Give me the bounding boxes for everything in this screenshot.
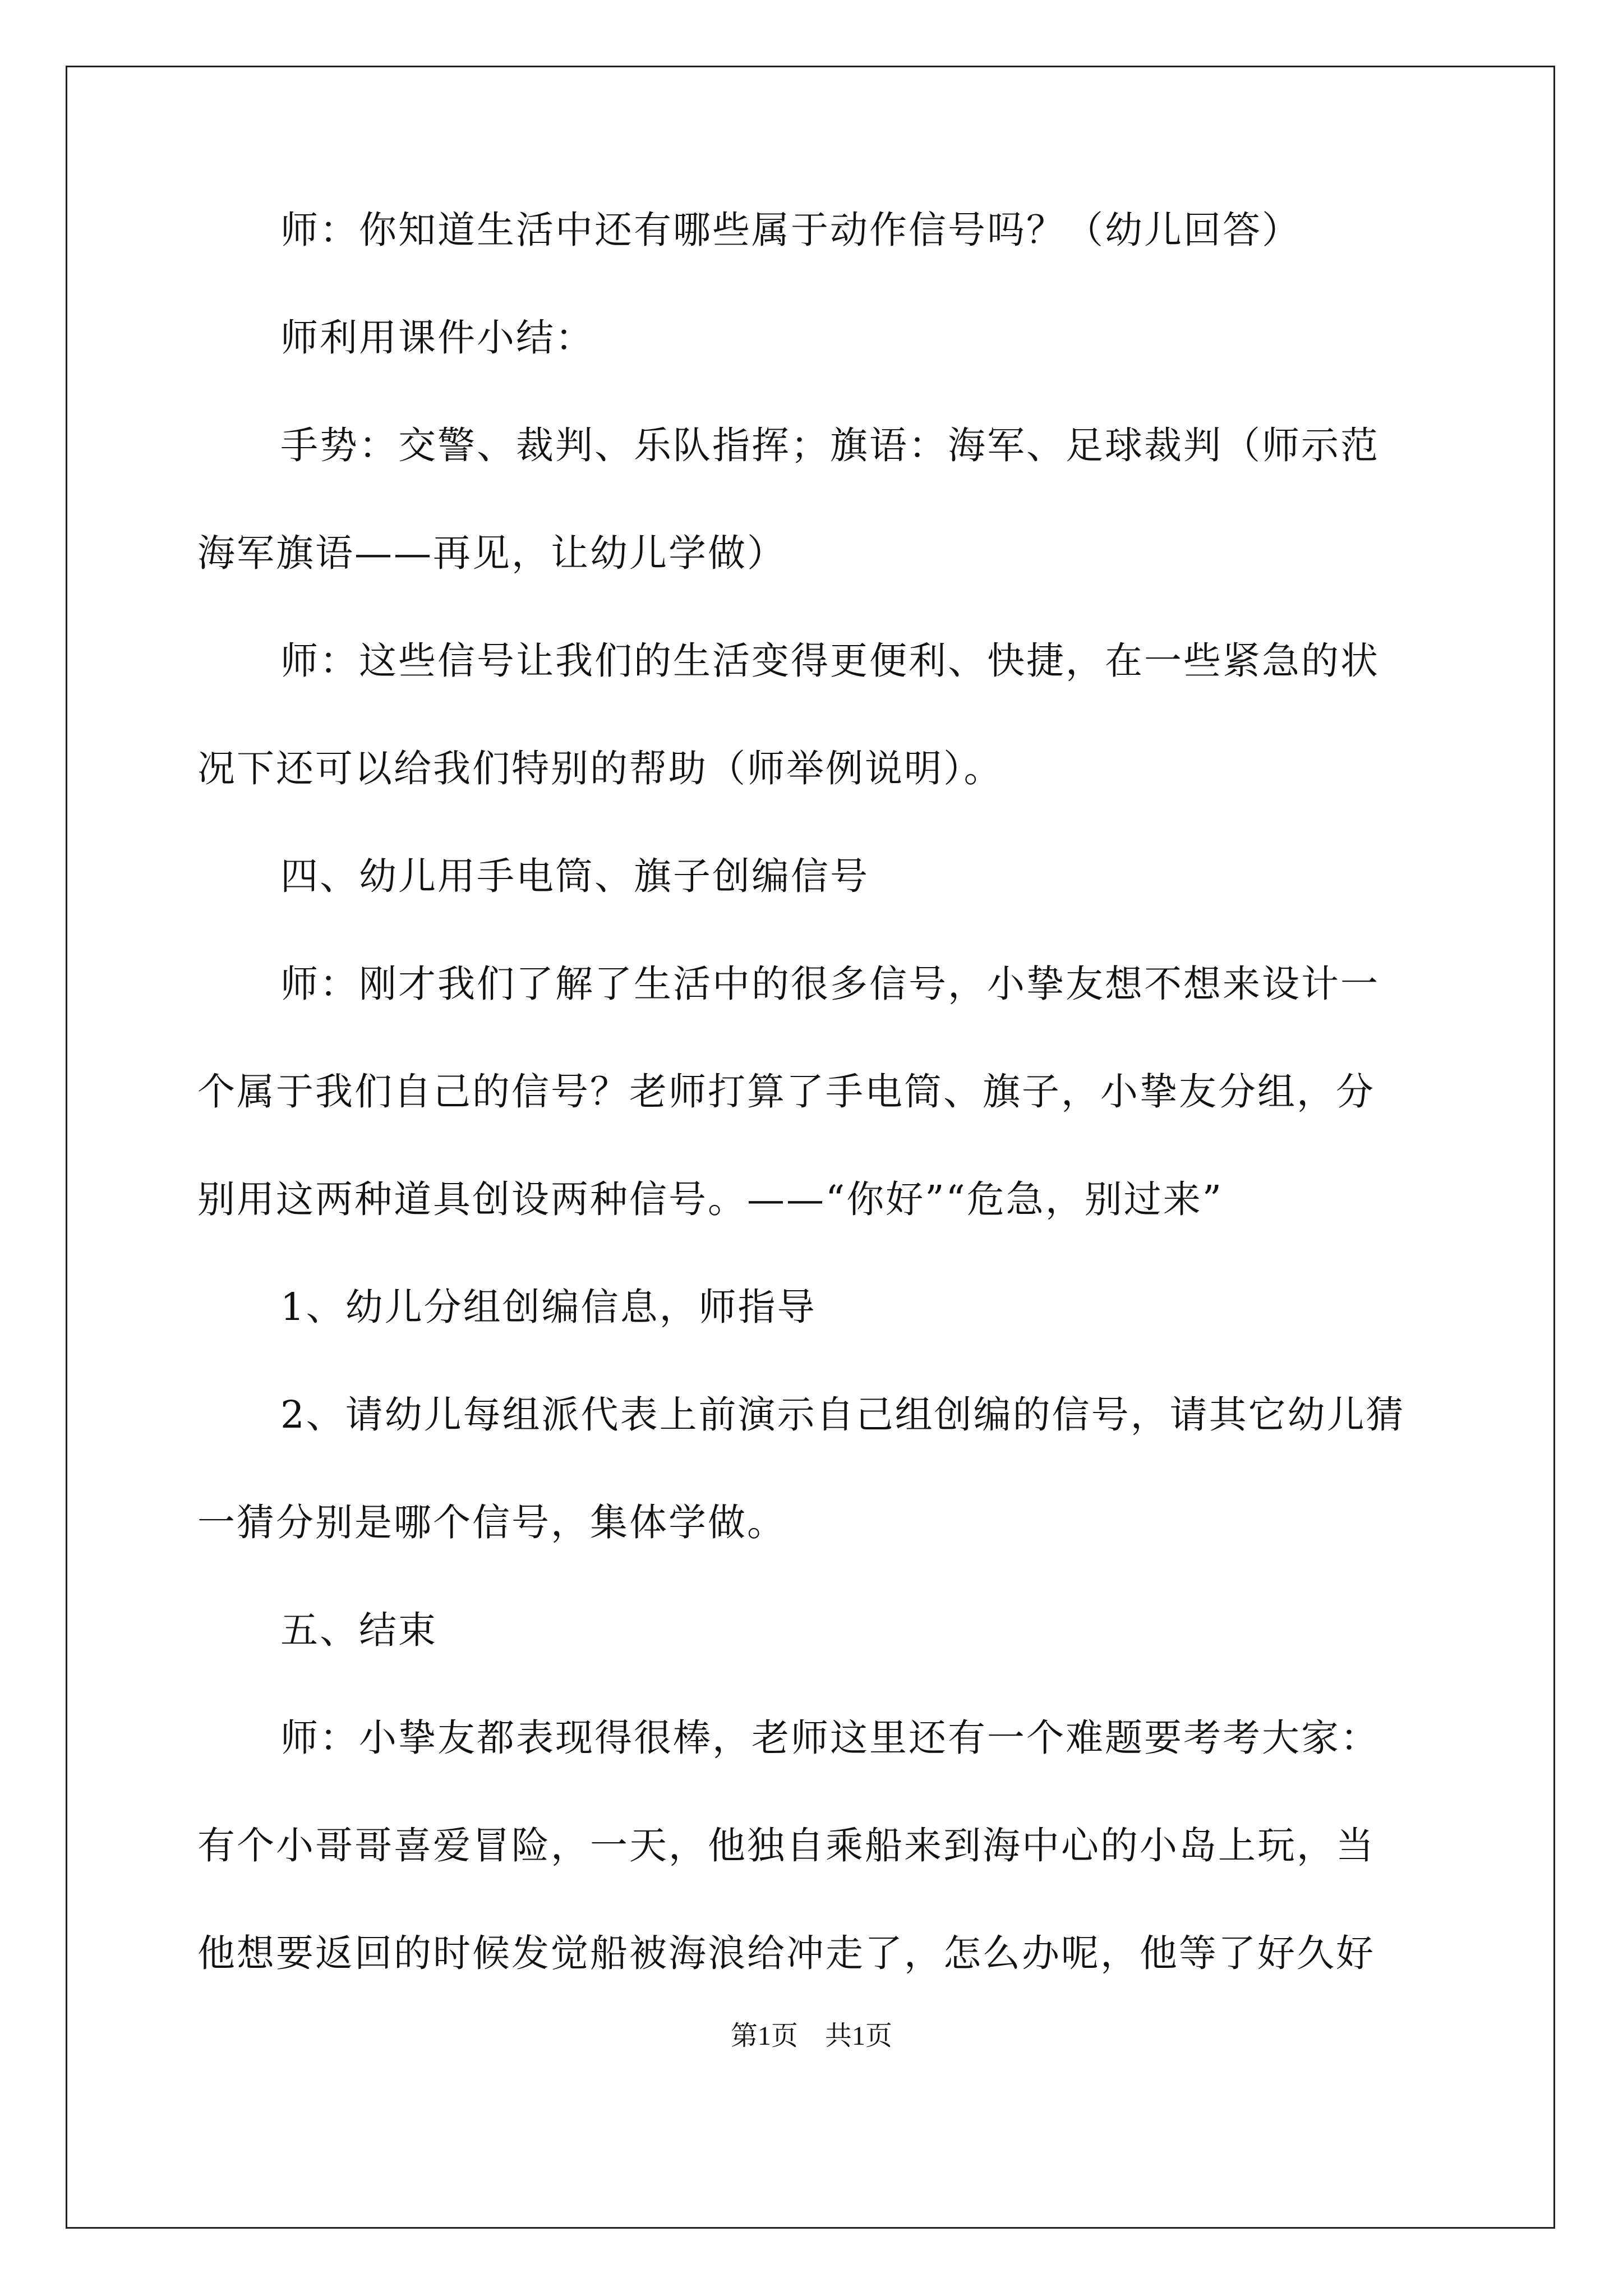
paragraph-line: 海军旗语——再见，让幼儿学做） (197, 531, 786, 575)
paragraph-line: 2、请幼儿每组派代表上前演示自己组创编的信号，请其它幼儿猜 (280, 1393, 1405, 1437)
paragraph-line: 况下还可以给我们特别的帮助（师举例说明）。 (197, 747, 1003, 790)
section-heading: 四、幼儿用手电筒、旗子创编信号 (280, 854, 869, 898)
section-heading: 五、结束 (280, 1608, 437, 1652)
paragraph-line: 手势：交警、裁判、乐队指挥；旗语：海军、足球裁判（师示范 (280, 424, 1380, 467)
paragraph-line: 他想要返回的时候发觉船被海浪给冲走了，怎么办呢，他等了好久好 (197, 1931, 1375, 1975)
page-number: 第1页 共1页 (730, 2021, 892, 2051)
paragraph-line: 师：你知道生活中还有哪些属于动作信号吗？（幼儿回答） (280, 208, 1301, 252)
page-border (66, 66, 1555, 2229)
paragraph-line: 师：小挚友都表现得很棒，老师这里还有一个难题要考考大家： (280, 1716, 1380, 1760)
paragraph-line: 别用这两种道具创设两种信号。——“你好”“危急，别过来” (197, 1177, 1224, 1221)
paragraph-line: 师：刚才我们了解了生活中的很多信号，小挚友想不想来设计一 (280, 962, 1380, 1006)
paragraph-line: 有个小哥哥喜爱冒险，一天，他独自乘船来到海中心的小岛上玩，当 (197, 1824, 1375, 1867)
paragraph-line: 一猜分别是哪个信号，集体学做。 (197, 1501, 786, 1544)
paragraph-line: 1、幼儿分组创编信息，师指导 (280, 1285, 817, 1329)
paragraph-line: 师利用课件小结： (280, 316, 594, 360)
paragraph-line: 师：这些信号让我们的生活变得更便利、快捷，在一些紧急的状 (280, 639, 1380, 683)
paragraph-line: 个属于我们自己的信号？老师打算了手电筒、旗子，小挚友分组，分 (197, 1070, 1375, 1114)
